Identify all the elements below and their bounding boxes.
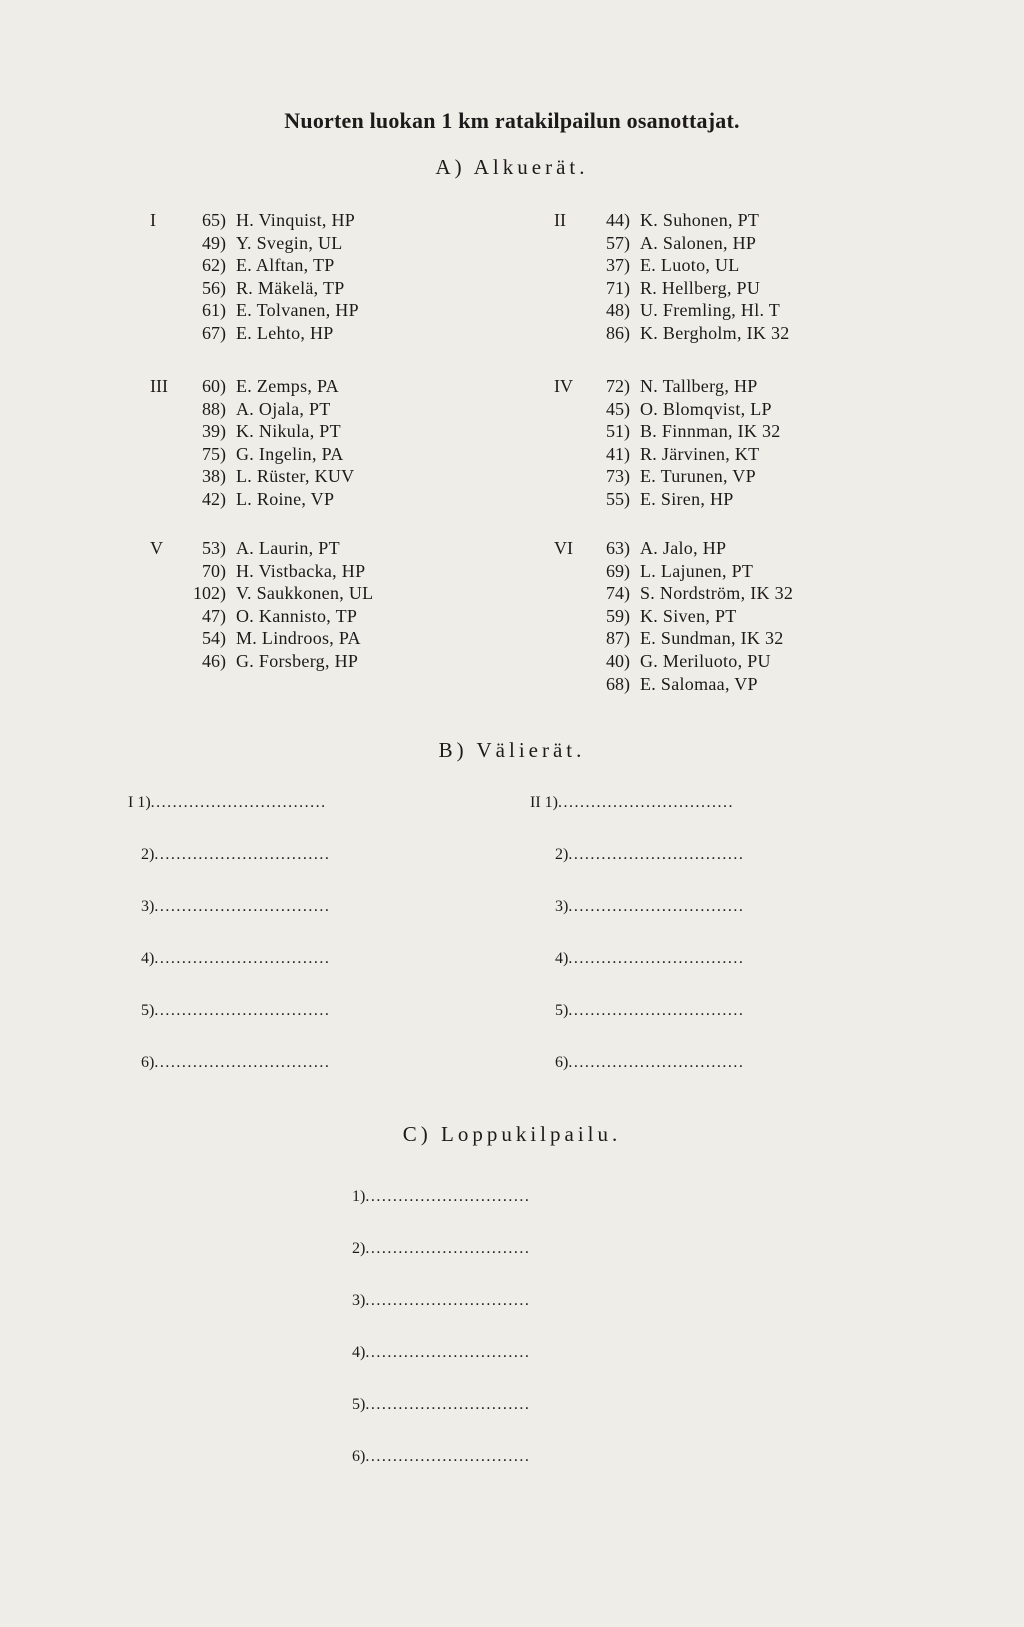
list-item: 40) G. Meriluoto, PU [606, 650, 771, 671]
list-item: 86) K. Bergholm, IK 32 [606, 322, 790, 343]
list-item: 75) G. Ingelin, PA [202, 443, 344, 464]
list-item: 56) R. Mäkelä, TP [202, 277, 345, 298]
list-item: 88) A. Ojala, PT [202, 398, 331, 419]
fill-line: 5) .............................. [352, 1396, 531, 1413]
fill-line: 6) ................................ [141, 1054, 331, 1071]
heat-roman: III [150, 376, 168, 396]
fill-line: 4) ................................ [141, 950, 331, 967]
list-item: 49) Y. Svegin, UL [202, 232, 343, 253]
heat-roman: I [150, 210, 156, 230]
section-b-heading: B) Välierät. [438, 738, 586, 762]
heat-1 [150, 209, 359, 345]
fill-line: 3) .............................. [352, 1292, 531, 1309]
list-item: 55) E. Siren, HP [606, 488, 734, 509]
list-item: 62) E. Alftan, TP [202, 255, 335, 276]
fill-line: 4) ................................ [555, 950, 745, 967]
list-item: 51) B. Finnman, IK 32 [606, 421, 781, 442]
fill-line: I 1) ................................ [128, 794, 327, 811]
fill-line: 2) .............................. [352, 1240, 531, 1257]
fill-line: 1) .............................. [352, 1188, 531, 1205]
list-item: 61) E. Tolvanen, HP [202, 300, 359, 321]
heat-4 [554, 375, 781, 511]
list-item: 42) L. Roine, VP [202, 488, 335, 509]
list-item: 57) A. Salonen, HP [606, 232, 757, 253]
list-item: 73) E. Turunen, VP [606, 466, 756, 487]
heat-6 [554, 537, 793, 695]
list-item: 69) L. Lajunen, PT [606, 560, 754, 581]
fill-line: 3) ................................ [141, 898, 331, 915]
list-item: 47) O. Kannisto, TP [202, 605, 358, 626]
list-item: 38) L. Rüster, KUV [202, 466, 355, 487]
list-item: I 65) H. Vinquist, HP [150, 210, 356, 230]
heat-roman: V [150, 538, 163, 558]
list-item: 59) K. Siven, PT [606, 605, 737, 626]
page-title: Nuorten luokan 1 km ratakilpailun osanottajat. [284, 108, 740, 133]
list-item: VI 63) A. Jalo, HP [554, 538, 727, 558]
list-item: 39) K. Nikula, PT [202, 421, 341, 442]
fill-line: 3) ................................ [555, 898, 745, 915]
fill-line: 2) ................................ [555, 846, 745, 863]
heat-roman: II [554, 210, 566, 230]
list-item: IV 72) N. Tallberg, HP [554, 376, 758, 396]
list-item: 41) R. Järvinen, KT [606, 443, 760, 464]
list-item: 46) G. Forsberg, HP [202, 650, 359, 671]
list-item: 45) O. Blomqvist, LP [606, 398, 772, 419]
fill-line: 2) ................................ [141, 846, 331, 863]
fill-line: 4) .............................. [352, 1344, 531, 1361]
list-item: V 53) A. Laurin, PT [150, 538, 340, 558]
heat-2 [554, 209, 790, 345]
list-item: 67) E. Lehto, HP [202, 322, 334, 343]
list-item: 68) E. Salomaa, VP [606, 673, 758, 694]
heat-3 [150, 375, 354, 511]
fill-line: 6) ................................ [555, 1054, 745, 1071]
list-item: 70) H. Vistbacka, HP [202, 560, 366, 581]
list-item: 74) S. Nordström, IK 32 [606, 583, 794, 604]
list-item: 54) M. Lindroos, PA [202, 628, 361, 649]
list-item: II 44) K. Suhonen, PT [554, 210, 760, 230]
fill-line: 5) ................................ [141, 1002, 331, 1019]
section-a-heading: A) Alkuerät. [435, 155, 589, 179]
fill-line: 5) ................................ [555, 1002, 745, 1019]
section-c-heading: C) Loppukilpailu. [402, 1122, 622, 1146]
list-item: 48) U. Fremling, Hl. T [606, 300, 781, 321]
heat-roman: IV [554, 376, 573, 396]
list-item: 71) R. Hellberg, PU [606, 277, 761, 298]
list-item: III 60) E. Zemps, PA [150, 376, 339, 396]
list-item: 37) E. Luoto, UL [606, 255, 740, 276]
fill-line: 6) .............................. [352, 1448, 531, 1465]
list-item: 102) V. Saukkonen, UL [193, 583, 374, 604]
heat-roman: VI [554, 538, 573, 558]
list-item: 87) E. Sundman, IK 32 [606, 628, 784, 649]
fill-line: II 1) ................................ [530, 794, 734, 811]
heat-5 [150, 537, 373, 673]
